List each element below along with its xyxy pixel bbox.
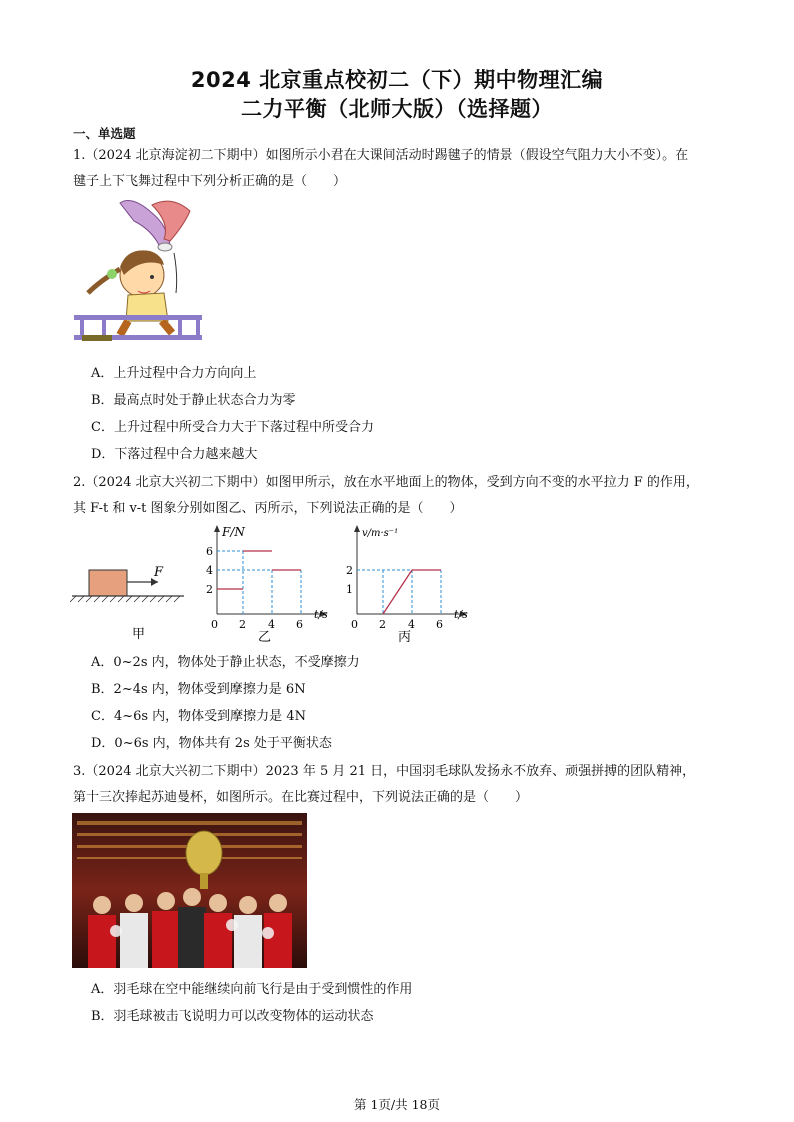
vt-xtick-4: 4 [408,618,415,631]
ft-xtick-0: 0 [211,618,218,631]
vt-xtick-0: 0 [351,618,358,631]
page-footer: 第 1页/共 18页 [353,1097,441,1112]
q2-figure-yi-force-time-graph [200,522,335,645]
q1-option-d: D．下落过程中合力越来越大 [91,447,258,462]
vt-ytick-2: 2 [346,564,353,577]
ft-ytick-2: 2 [206,583,213,596]
q1-stem-line1: 1.（2024 北京海淀初二下期中）如图所示小君在大课间活动时踢毽子的情景（假设空气阻力大小不变）。在 [73,148,689,163]
ft-ytick-4: 4 [206,564,213,577]
q3-badminton-team-trophy-photo [72,813,307,968]
document-title-line2: 二力平衡（北师大版）（选择题） [241,97,553,121]
q2-figure-jia-block [70,560,190,645]
vt-xtick-6: 6 [436,618,443,631]
ft-ylabel: F/N [222,525,245,539]
q2-option-c: C．4~6s 内，物体受到摩擦力是 4N [91,709,306,724]
vt-xtick-2: 2 [379,618,386,631]
q2-option-d: D．0~6s 内，物体共有 2s 处于平衡状态 [91,736,332,751]
q2-option-b: B．2~4s 内，物体受到摩擦力是 6N [91,682,306,697]
q1-stem-line2: 毽子上下飞舞过程中下列分析正确的是（ ） [73,174,347,189]
q1-option-c: C．上升过程中所受合力大于下落过程中所受合力 [91,420,374,435]
vt-xlabel: t/s [454,608,468,621]
q3-option-b: B．羽毛球被击飞说明力可以改变物体的运动状态 [91,1009,374,1024]
force-label: F [154,565,164,580]
q2-option-a: A．0~2s 内，物体处于静止状态，不受摩擦力 [91,655,360,670]
q1-option-a: A．上升过程中合力方向向上 [91,366,257,381]
q2-stem-line1: 2.（2024 北京大兴初二下期中）如图甲所示，放在水平地面上的物体，受到方向不变的水平拉力 F 的作用， [73,475,699,490]
vt-ylabel: v/m·s⁻¹ [362,528,399,539]
ft-ytick-6: 6 [206,545,213,558]
document-title-line1: 2024 北京重点校初二（下）期中物理汇编 [190,68,604,92]
q2-figure-bing-velocity-time-graph [340,522,475,645]
ft-xtick-2: 2 [239,618,246,631]
vt-ytick-1: 1 [346,583,353,596]
ft-xtick-6: 6 [296,618,303,631]
section-heading: 一、单选题 [73,126,136,141]
q3-option-a: A．羽毛球在空中能继续向前飞行是由于受到惯性的作用 [91,982,413,997]
ft-xlabel: t/s [314,608,328,621]
q3-stem-line1: 3.（2024 北京大兴初二下期中）2023 年 5 月 21 日，中国羽毛球队发扬永不放弃、顽强拼搏的团队精神， [73,764,696,779]
ft-xtick-4: 4 [268,618,275,631]
figure-label-yi: 乙 [258,630,272,645]
figure-label-bing: 丙 [398,630,412,645]
figure-label-jia: 甲 [132,627,146,642]
q2-stem-line2: 其 F-t 和 v-t 图象分别如图乙、丙所示，下列说法正确的是（ ） [73,501,463,516]
q1-option-b: B．最高点时处于静止状态合力为零 [91,393,296,408]
q1-shuttlecock-kicking-illustration [72,195,207,350]
q3-stem-line2: 第十三次捧起苏迪曼杯，如图所示。在比赛过程中，下列说法正确的是（ ） [73,790,529,805]
